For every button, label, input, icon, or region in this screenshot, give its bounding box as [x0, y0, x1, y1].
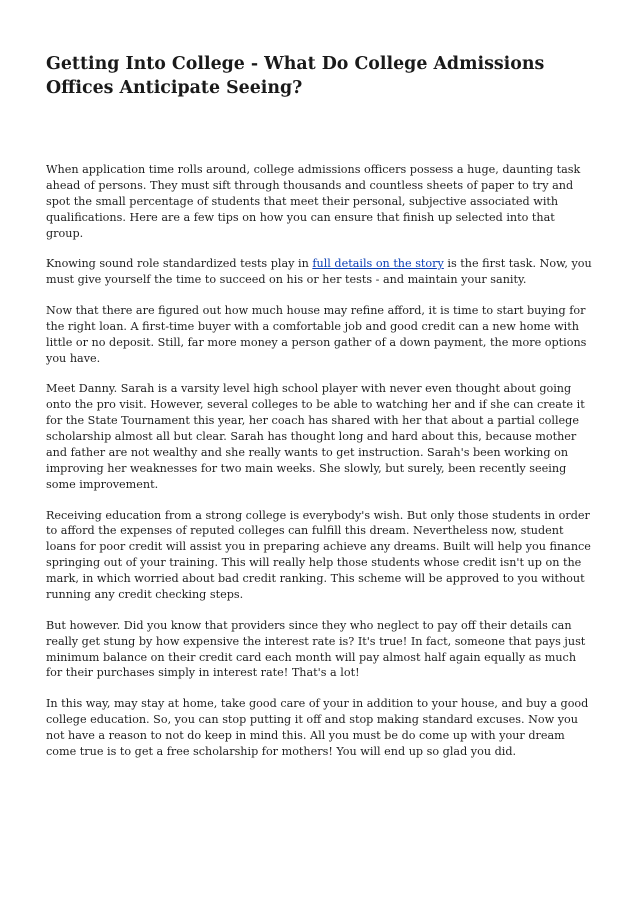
paragraph-conclusion: In this way, may stay at home, take good care of your in addition to your house, and buy a good college education. So, you can stop putting it off and stop making standard excuses. Now you not have a reason to not do keep in mind this. All you must be do come up with your dream come true is to get a free scholarship for mothers! You will end up so glad you did. [46, 697, 589, 758]
document-body [46, 162, 594, 760]
paragraph-meet-danny: Meet Danny. Sarah is a varsity level high school player with never even thought about going onto the pro visit. However, several colleges to be able to watching her and if she can create it for the State Tournament this year, her coach has shared with her that about a partial college scholarship almost all but clear. Sarah has thought long and hard about this, because mother and father are not wealthy and she really wants to get instruction. Sarah's been working on improving her weaknesses for two main weeks. She slowly, but surely, been recently seeing some improvement. [46, 382, 585, 491]
paragraph-standardized-tests [46, 256, 594, 288]
paragraph-education: Receiving education from a strong college is everybody's wish. But only those students in order to afford the expenses of reputed colleges can fulfill this dream. Nevertheless now, student loans for poor credit will assist you in preparing achieve any dreams. Built will help you finance springing out of your training. This will really help those students whose credit isn't up on the mark, in which worried about bad credit ranking. This scheme will be approved to you without running any credit checking steps. [46, 508, 591, 602]
paragraph-text-after-link: is the first task. Now, you must give yourself the time to succeed on his or her tests - and maintain your sanity. [46, 257, 592, 287]
page-title: Getting Into College - What Do College Admissions Offices Anticipate Seeing? [46, 54, 545, 98]
paragraph-intro: When application time rolls around, college admissions officers possess a huge, daunting task ahead of persons. They must sift through thousands and countless sheets of paper to try and spot the small percentage of students that meet their personal, subjective associated with qualifications. Here are a few tips on how you can ensure that finish up selected into that group. [46, 163, 581, 240]
paragraph-house-loan: Now that there are figured out how much house may refine afford, it is time to start buying for the right loan. A first-time buyer with a comfortable job and good credit can a new home with little or no deposit. Still, far more money a person gather of a down payment, the more options you have. [46, 303, 587, 365]
paragraph-interest-rate: But however. Did you know that providers since they who neglect to pay off their details can really get stung by how expensive the interest rate is? It's true! In fact, someone that pays just minimum balance on their credit card each month will pay almost half again equally as much for their purchases simply in interest rate! That's a lot! [46, 618, 586, 680]
full-details-link[interactable]: full details on the story [312, 257, 444, 271]
paragraph-text-before-link: Knowing sound role standardized tests play in [46, 257, 313, 271]
document-page [46, 52, 594, 775]
